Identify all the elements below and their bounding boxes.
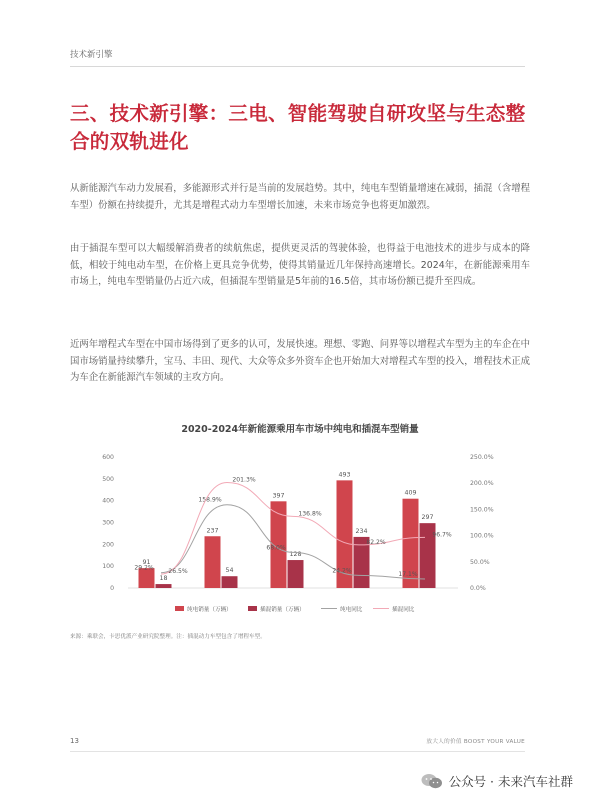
line-data-label: 96.7% (432, 531, 452, 539)
line-data-label: 24.2% (332, 567, 352, 575)
header-divider (70, 66, 525, 67)
y-left-tick-label: 100 (102, 563, 114, 571)
watermark (421, 772, 573, 790)
legend-label: 纯电同比 (340, 607, 363, 613)
wechat-icon (421, 773, 443, 789)
y-right-tick-label: 200.0% (470, 480, 494, 488)
line-data-label: 136.8% (298, 510, 322, 518)
line-data-label: 158.9% (198, 496, 222, 504)
footer-tagline: 放大人的价值 BOOST YOUR VALUE (426, 739, 525, 745)
bar-phev (222, 576, 238, 588)
paragraph-2: 由于插混车型可以大幅缓解消费者的续航焦虑，提供更灵活的驾驶体验，也得益于电池技术的进步与成本的降低，相较于纯电动车型，在价格上更具竞争优势，使得其销量近几年保持高速增长。2024年，在新能源乘用车市场上，纯电车型销量仍占近六成，但插混车型销量是5年前的16.5倍，其市场份额已提升至四成。 (70, 243, 530, 288)
bar-bev (205, 536, 221, 588)
footer-divider (70, 751, 525, 752)
y-right-tick-label: 50.0% (470, 558, 490, 566)
running-header: 技术新引擎 (70, 50, 113, 60)
legend-swatch (248, 606, 257, 611)
y-right-tick-label: 150.0% (470, 506, 494, 514)
line-data-label: 82.2% (366, 538, 386, 546)
bar-data-label: 237 (206, 527, 219, 535)
bar-phev (288, 560, 304, 588)
watermark-text: 公众号 · 未来汽车社群 (448, 774, 573, 789)
line-data-label: 201.3% (232, 476, 256, 484)
bar-data-label: 234 (355, 527, 368, 535)
y-left-tick-label: 600 (102, 454, 114, 461)
line-data-label: 17.1% (398, 571, 418, 579)
page-number: 13 (70, 737, 79, 745)
paragraph-3: 近两年增程式车型在中国市场得到了更多的认可，发展快速。理想、零跑、问界等以增程式车型为主的车企在中国市场销量持续攀升，宝马、丰田、现代、大众等众多外资车企也开始加大对增程式车型的投入，增程技术正成为车企在新能源汽车领域的主攻方向。 (70, 339, 530, 384)
line-data-label: 26.5% (168, 568, 188, 576)
bar-phev (156, 584, 172, 588)
y-right-tick-label: 100.0% (470, 532, 494, 540)
y-left-tick-label: 200 (102, 541, 114, 549)
section-title: 三、技术新引擎：三电、智能驾驶自研攻坚与生态整合的双轨进化 (70, 102, 526, 153)
line-data-label: 29.2% (134, 564, 154, 572)
y-left-tick-label: 300 (102, 519, 114, 527)
bar-data-label: 54 (225, 567, 234, 575)
bar-data-label: 18 (159, 575, 168, 583)
y-left-tick-label: 0 (110, 585, 114, 592)
paragraph-1: 从新能源汽车动力发展看，多能源形式并行是当前的发展趋势。其中，纯电车型销量增速在减弱，插混（含增程车型）份额在持续提升，尤其是增程式动力车型增长加速，未来市场竞争也将更加激烈。 (70, 183, 530, 211)
y-left-tick-label: 400 (102, 497, 114, 505)
sales-chart (60, 440, 530, 625)
bar-data-label: 91 (142, 559, 151, 567)
legend-label: 插混销量（万辆） (260, 607, 305, 613)
chart-title: 2020-2024年新能源乘用车市场中纯电和插混车型销量 (181, 424, 419, 435)
bar-data-label: 409 (404, 489, 417, 497)
bar-data-label: 493 (338, 471, 351, 479)
bar-data-label: 397 (272, 492, 285, 500)
legend-swatch (175, 606, 184, 611)
bar-data-label: 297 (421, 514, 434, 522)
bar-data-label: 128 (289, 551, 302, 559)
legend-label: 插混同比 (392, 607, 415, 613)
y-right-tick-label: 0.0% (470, 585, 486, 592)
line-data-label: 68.0% (266, 544, 286, 552)
legend-label: 纯电销量（万辆） (187, 607, 232, 613)
y-right-tick-label: 250.0% (470, 454, 494, 461)
y-left-tick-label: 500 (102, 475, 114, 483)
source-note: 来源：乘联会，卡思优派产业研究院整理。注：插混动力车型包含了增程车型。 (70, 634, 266, 640)
